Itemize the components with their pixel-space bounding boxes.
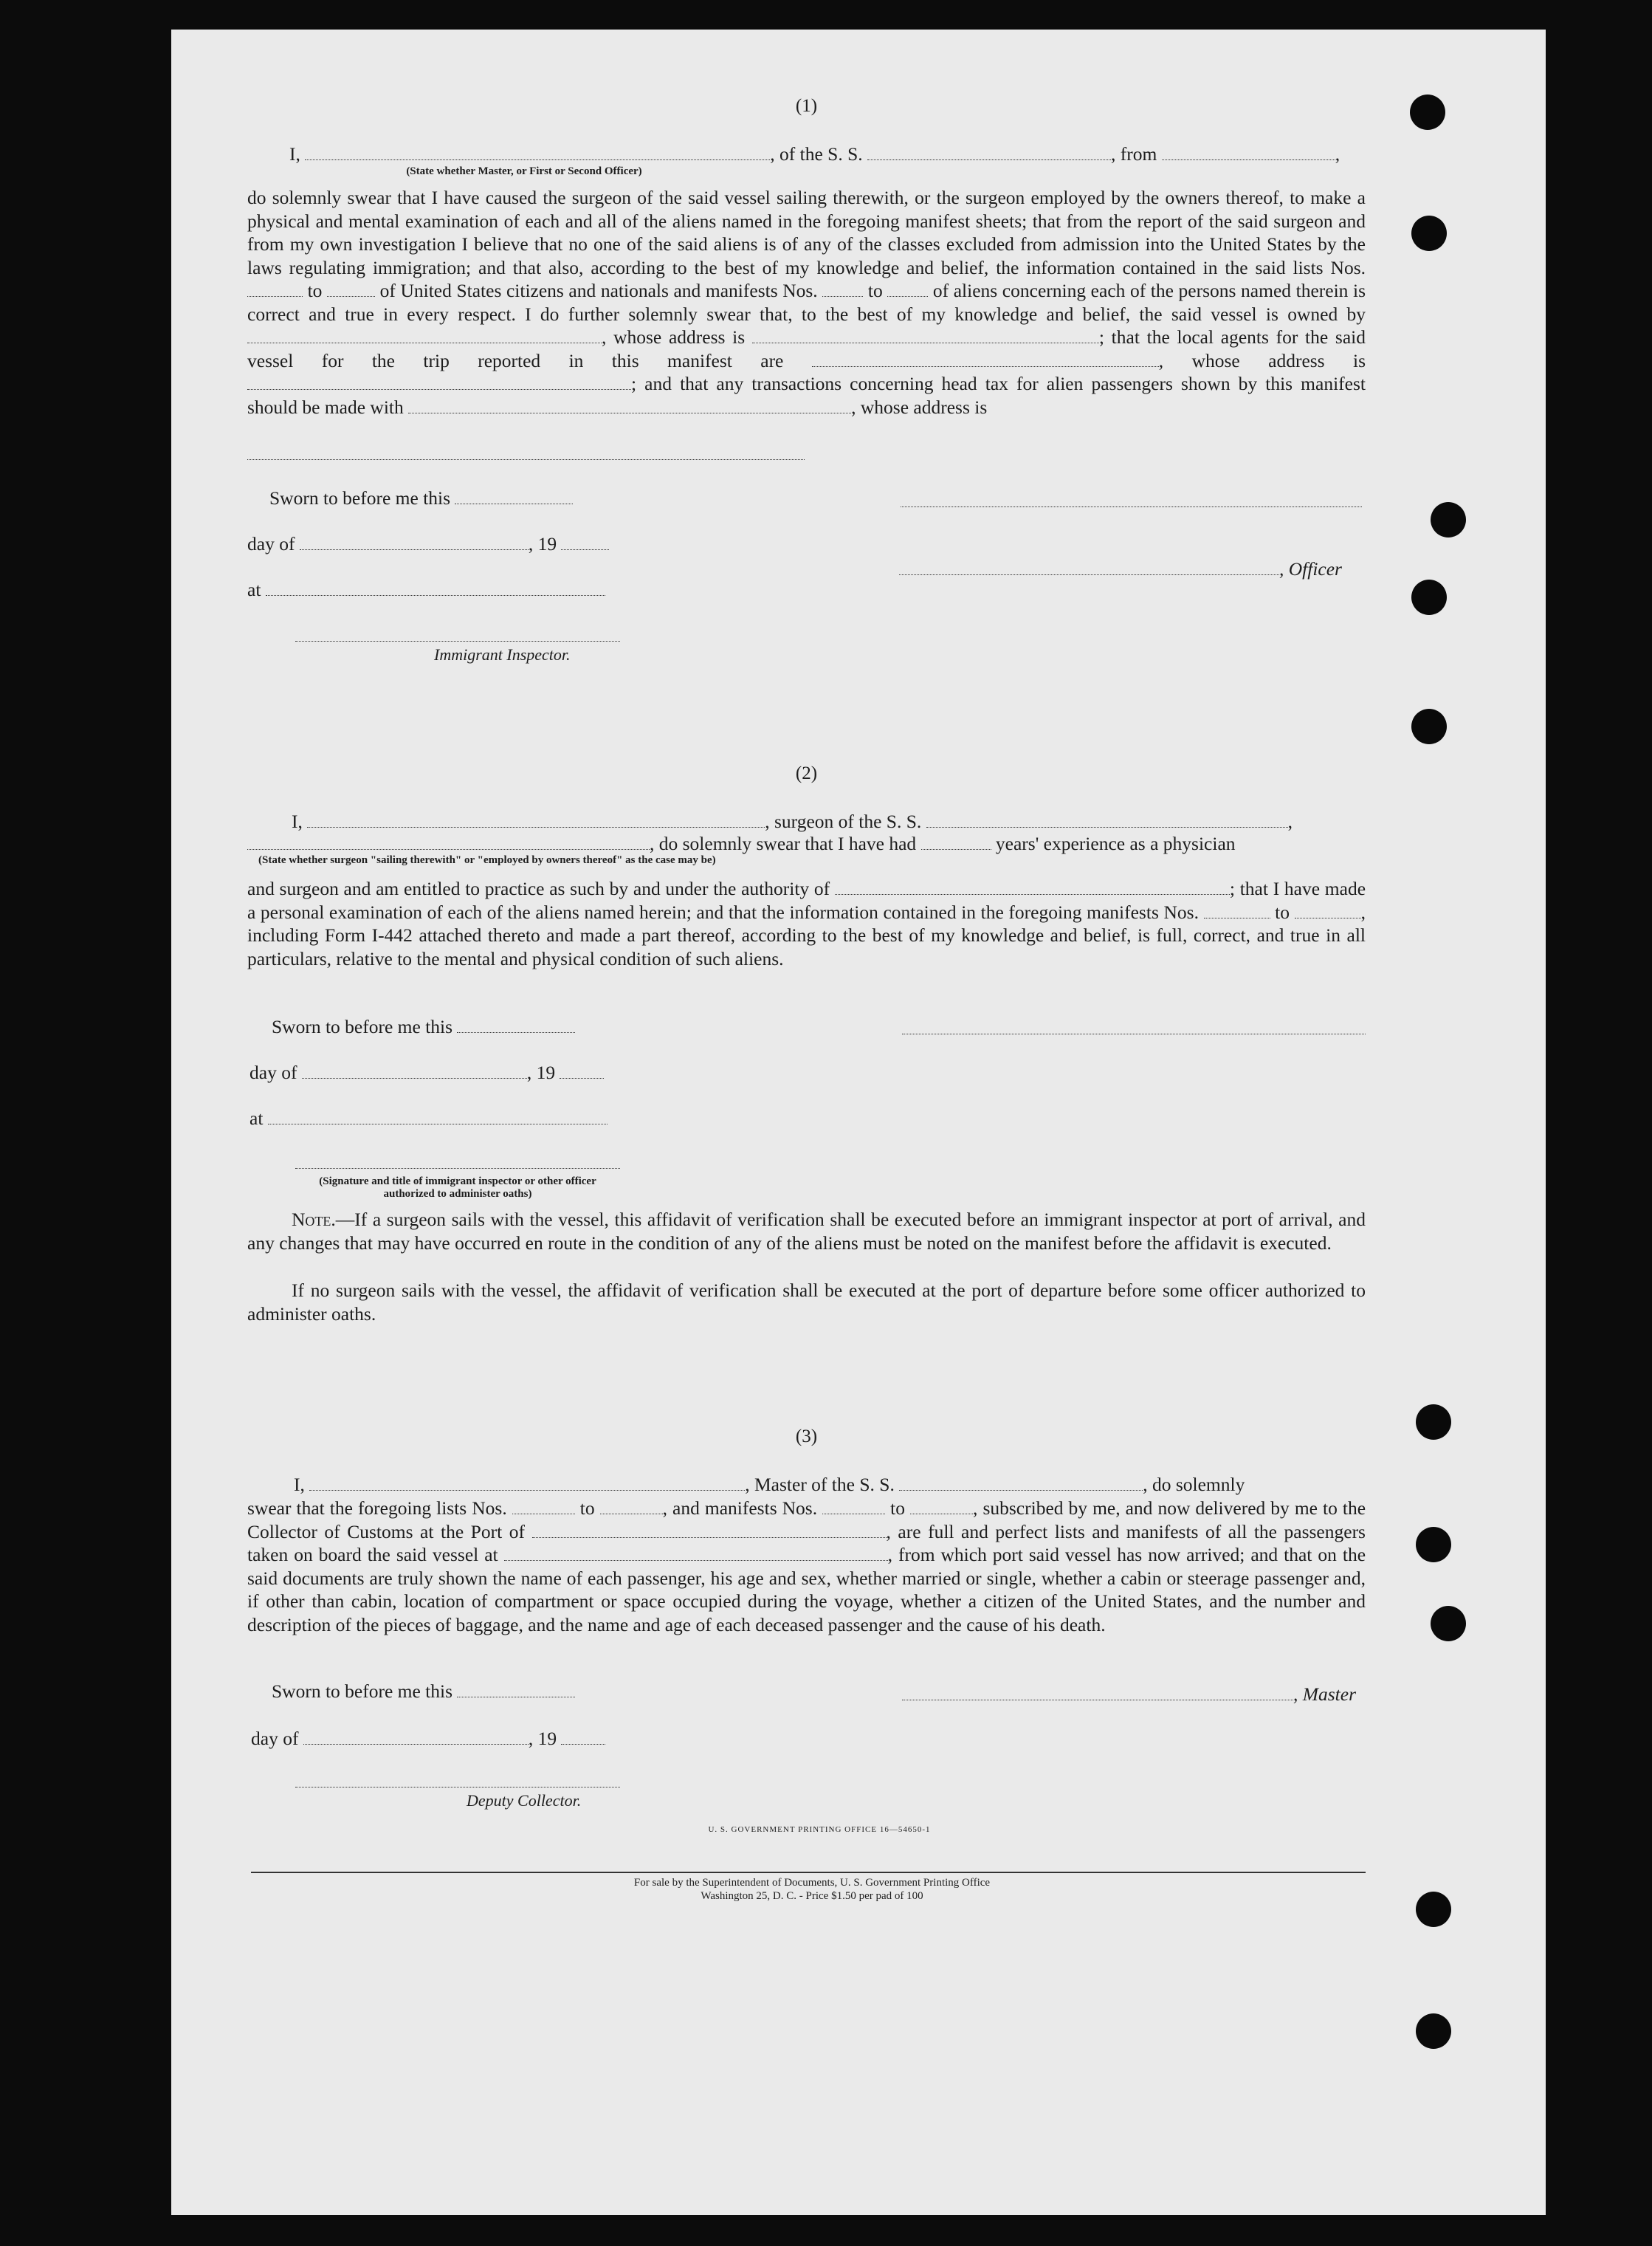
sec2-sworn-day-field[interactable]	[457, 1017, 575, 1033]
binder-hole-8	[1431, 1606, 1466, 1641]
master-caption: (State whether Master, or First or Second Officer)	[406, 165, 642, 177]
sec1-at-place-field[interactable]	[266, 580, 605, 596]
sec1-year-field[interactable]	[561, 535, 609, 550]
binder-hole-7	[1416, 1527, 1451, 1562]
surgeon-second-line: , do solemnly swear that I have had years' experience as a physician	[247, 833, 1236, 855]
departure-port-field[interactable]	[504, 1545, 888, 1561]
sec1-at-row: at	[247, 579, 605, 601]
section-2-body: and surgeon and am entitled to practice as such by and under the authority of ; that I have made a personal examination of each of the aliens named herein; and that the information contained in the foregoing manifests Nos. to , including Form I-442 attached thereto and made a part thereof, according to the best of my knowledge and belief, is full, correct, and true in all particulars, relative to the mental and physical condition of such aliens.	[247, 878, 1366, 969]
sec3-month-field[interactable]	[303, 1729, 529, 1745]
surgeon-name-field[interactable]	[307, 812, 765, 828]
citizen-list-from-field[interactable]	[247, 281, 303, 297]
citizen-list-to-field[interactable]	[327, 281, 375, 297]
sec3-list-from-field[interactable]	[512, 1499, 575, 1514]
sec1-sworn-signature-line[interactable]	[901, 506, 1362, 507]
sec2-dayof-row: day of , 19	[249, 1062, 604, 1084]
vessel-name-field[interactable]	[867, 145, 1111, 160]
footer-rule	[251, 1872, 1366, 1873]
years-experience-field[interactable]	[921, 834, 991, 850]
master-first-line: I, , Master of the S. S. , do solemnly	[294, 1474, 1245, 1495]
section-3-body: swear that the foregoing lists Nos. to , and manifests Nos. to , subscribed by me, and now delivered by me to the Collector of Customs at the Port of , are full and perfect lists and manifests of all the passengers taken on board the said vessel at , from which port said vessel has now arrived; and that on the said documents are truly shown the name of each passenger, his age and sex, whether married or single, whether a cabin or steerage passenger and, if other than cabin, location of compartment or space occupied during the voyage, whether a citizen of the United States, and the number and description of the pieces of baggage, and the name and age of each deceased passenger and the cause of his death.	[247, 1497, 1366, 1635]
binder-hole-6	[1416, 1404, 1451, 1440]
binder-hole-5	[1411, 709, 1447, 744]
surgeon-first-line: I, , surgeon of the S. S. ,	[292, 811, 1293, 832]
sec2-sworn-row: Sworn to before me this	[272, 1016, 575, 1038]
section-2-number: (2)	[795, 763, 818, 783]
sec2-year-field[interactable]	[560, 1063, 604, 1079]
officer-signature-field[interactable]	[899, 560, 1279, 575]
sec2-manifest-from-field[interactable]	[1204, 903, 1270, 918]
officer-row: , Officer	[899, 558, 1342, 580]
note-second-paragraph: If no surgeon sails with the vessel, the affidavit of verification shall be executed at the port of departure before some officer authorized to administer oaths.	[247, 1280, 1366, 1325]
binder-hole-4	[1411, 580, 1447, 615]
note-paragraph: Note.—If a surgeon sails with the vessel, this affidavit of verification shall be executed before an immigrant inspector at port of arrival, and any changes that may have occurred en route in the condition of any of the aliens must be noted on the manifest before the affidavit is executed.	[247, 1209, 1366, 1254]
master-signature-field[interactable]	[902, 1685, 1293, 1700]
oath-officer-caption: (Signature and title of immigrant inspector or other officer authorized to administer oaths)	[319, 1175, 596, 1200]
sec2-at-place-field[interactable]	[268, 1109, 608, 1124]
local-agents-field[interactable]	[812, 351, 1159, 367]
sec3-manifest-to-field[interactable]	[910, 1499, 973, 1514]
sec3-manifest-from-field[interactable]	[822, 1499, 885, 1514]
section-1-number: (1)	[795, 96, 818, 116]
alien-manifest-to-field[interactable]	[887, 281, 928, 297]
from-port-field[interactable]	[1162, 145, 1335, 160]
sec2-vessel-field[interactable]	[926, 812, 1288, 828]
sec3-sworn-row: Sworn to before me this	[272, 1680, 575, 1703]
sec2-at-row: at	[249, 1107, 608, 1130]
officer-oath-signature-line[interactable]	[295, 1168, 620, 1169]
address-continuation-line[interactable]	[247, 459, 805, 460]
section-3-number: (3)	[795, 1426, 818, 1446]
sale-notice-line-1: For sale by the Superintendent of Documents, U. S. Government Printing Office	[633, 1877, 991, 1889]
sec3-year-field[interactable]	[561, 1729, 605, 1745]
sec3-vessel-field[interactable]	[899, 1475, 1143, 1491]
agents-address-field[interactable]	[247, 374, 631, 390]
binder-hole-10	[1416, 2013, 1451, 2049]
alien-manifest-from-field[interactable]	[822, 281, 863, 297]
deputy-collector-caption: Deputy Collector.	[467, 1791, 582, 1810]
sale-notice-line-2: Washington 25, D. C. - Price $1.50 per pad of 100	[701, 1890, 923, 1902]
surgeon-status-field[interactable]	[247, 834, 650, 850]
binder-hole-2	[1411, 216, 1447, 251]
sec1-sworn-row: Sworn to before me this	[269, 487, 573, 509]
sec2-month-field[interactable]	[302, 1063, 527, 1079]
section-1-body: do solemnly swear that I have caused the surgeon of the said vessel sailing therewith, or the surgeon employed by the owners thereof, to make a physical and mental examination of each and all of the aliens named in the foregoing manifest sheets; that from the report of the said surgeon and from my own investigation I believe that no one of the said aliens is of any of the classes excluded from admission into the United States by the laws regulating immigration; and that also, according to the best of my knowledge and belief, the information contained in the said lists Nos. to of United States citizens and nationals and manifests Nos. to of aliens concerning each of the persons named therein is correct and true in every respect. I do further solemnly swear that, to the best of my knowledge and belief, the said vessel is owned by , whose address is ; that the local agents for the said vessel for the trip reported in this manifest are , whose address is ; and that any transactions concerning head tax for alien passengers shown by this manifest should be made with , whose address is	[247, 187, 1366, 418]
sec1-sworn-day-field[interactable]	[455, 489, 573, 504]
section-1-first-line: I, , of the S. S. , from ,	[289, 143, 1340, 165]
binder-hole-1	[1410, 95, 1445, 130]
binder-hole-9	[1416, 1892, 1451, 1927]
sec2-manifest-to-field[interactable]	[1295, 903, 1361, 918]
sec1-dayof-row: day of , 19	[247, 533, 609, 555]
master-signature-row: , Master	[902, 1683, 1356, 1706]
owner-address-field[interactable]	[752, 328, 1099, 343]
master-name-field[interactable]	[305, 145, 770, 160]
gpo-imprint: U. S. GOVERNMENT PRINTING OFFICE 16—54650-1	[708, 1825, 931, 1834]
owner-field[interactable]	[247, 328, 602, 343]
sec3-sworn-day-field[interactable]	[457, 1682, 575, 1697]
sec3-list-to-field[interactable]	[600, 1499, 663, 1514]
surgeon-caption: (State whether surgeon "sailing therewith" or "employed by owners thereof" as the case may be)	[258, 854, 716, 866]
sec3-master-name-field[interactable]	[309, 1475, 745, 1491]
sec1-month-field[interactable]	[300, 535, 529, 550]
immigrant-inspector-caption: Immigrant Inspector.	[434, 645, 571, 664]
sec3-dayof-row: day of , 19	[251, 1728, 605, 1750]
inspector-signature-line[interactable]	[295, 641, 620, 642]
binder-hole-3	[1431, 502, 1466, 538]
customs-port-field[interactable]	[532, 1522, 887, 1538]
authority-field[interactable]	[835, 879, 1230, 895]
head-tax-party-field[interactable]	[408, 398, 851, 413]
